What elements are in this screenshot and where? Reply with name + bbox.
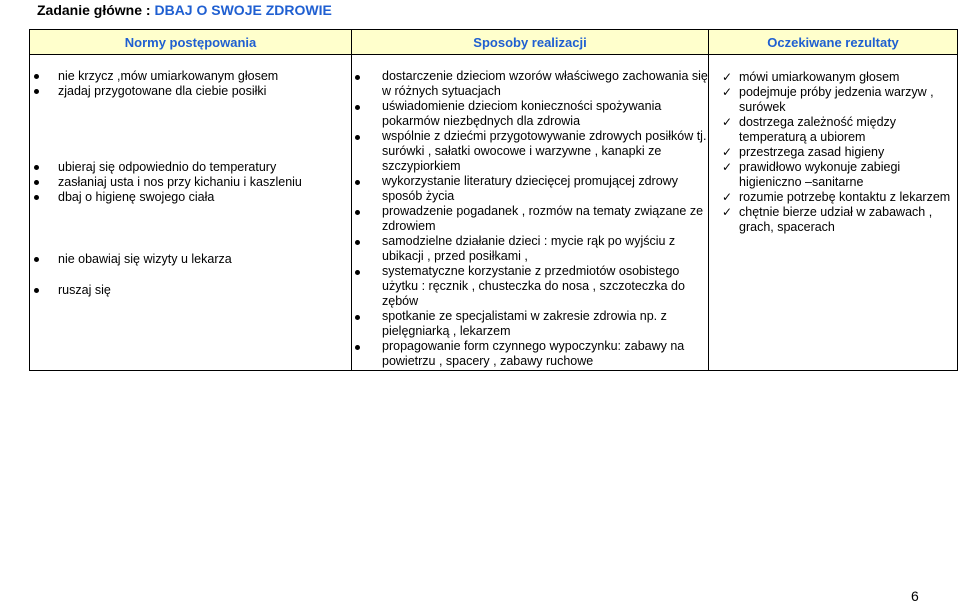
body-row xyxy=(30,55,958,371)
list-item: zjadaj przygotowane dla ciebie posiłki xyxy=(30,84,351,99)
list-item xyxy=(709,85,957,115)
list-item: spotkanie ze specjalistami w zakresie zdrowia np. z pielęgniarką , lekarzem xyxy=(352,309,708,339)
result-text: przestrzega zasad higieny xyxy=(739,145,885,159)
check-icon: ✓ xyxy=(722,160,733,174)
list-item: wykorzystanie literatury dziecięcej promującej zdrowy sposób życia xyxy=(352,174,708,204)
list-item xyxy=(709,160,957,190)
list-item: ruszaj się xyxy=(30,283,351,298)
result-text: podejmuje próby jedzenia warzyw , surówek xyxy=(739,85,934,114)
list-item: dostarczenie dzieciom wzorów właściwego zachowania się w różnych sytuacjach xyxy=(352,69,708,99)
check-icon: ✓ xyxy=(722,85,733,99)
plan-table xyxy=(29,29,958,371)
header-methods: Sposoby realizacji xyxy=(352,30,709,55)
check-icon: ✓ xyxy=(722,145,733,159)
results-list xyxy=(709,55,957,235)
result-text: chętnie bierze udział w zabawach , grach, spacerach xyxy=(739,205,933,234)
check-icon: ✓ xyxy=(722,205,733,219)
header-results: Oczekiwane rezultaty xyxy=(709,30,958,55)
header-row xyxy=(30,30,958,55)
list-item xyxy=(709,70,957,85)
check-icon: ✓ xyxy=(722,190,733,204)
check-icon: ✓ xyxy=(722,70,733,84)
page-number: 6 xyxy=(911,588,919,604)
task-title-highlight: DBAJ O SWOJE ZDROWIE xyxy=(154,2,332,18)
list-item: nie krzycz ,mów umiarkowanym głosem xyxy=(30,69,351,84)
list-item: samodzielne działanie dzieci : mycie rąk po wyjściu z ubikacji , przed posiłkami , xyxy=(352,234,708,264)
task-title xyxy=(37,2,332,18)
results-cell xyxy=(709,55,958,371)
list-item: systematyczne korzystanie z przedmiotów osobistego użytku : ręcznik , chusteczka do nosa , szczoteczka do zębów xyxy=(352,264,708,309)
list-item: wspólnie z dziećmi przygotowywanie zdrowych posiłków tj. surówki , sałatki owocowe i warzywne , kanapki ze szczypiorkiem xyxy=(352,129,708,174)
list-item xyxy=(709,145,957,160)
list-item: dbaj o higienę swojego ciała xyxy=(30,190,351,205)
result-text: rozumie potrzebę kontaktu z lekarzem xyxy=(739,190,951,204)
task-title-prefix: Zadanie główne : xyxy=(37,2,155,18)
list-item: uświadomienie dzieciom konieczności spożywania pokarmów niezbędnych dla zdrowia xyxy=(352,99,708,129)
norms-list xyxy=(30,55,351,298)
list-item: nie obawiaj się wizyty u lekarza xyxy=(30,252,351,267)
header-norms: Normy postępowania xyxy=(30,30,352,55)
check-icon: ✓ xyxy=(722,115,733,129)
list-item: ubieraj się odpowiednio do temperatury xyxy=(30,160,351,175)
list-item: prowadzenie pogadanek , rozmów na tematy związane ze zdrowiem xyxy=(352,204,708,234)
list-item xyxy=(709,190,957,205)
methods-list xyxy=(352,55,708,369)
result-text: mówi umiarkowanym głosem xyxy=(739,70,900,84)
list-item: propagowanie form czynnego wypoczynku: zabawy na powietrzu , spacery , zabawy ruchowe xyxy=(352,339,708,369)
result-text: prawidłowo wykonuje zabiegi higieniczno –sanitarne xyxy=(739,160,901,189)
norms-cell xyxy=(30,55,352,371)
list-item xyxy=(709,205,957,235)
list-item xyxy=(709,115,957,145)
list-item: zasłaniaj usta i nos przy kichaniu i kaszleniu xyxy=(30,175,351,190)
result-text: dostrzega zależność między temperaturą a ubiorem xyxy=(739,115,897,144)
methods-cell xyxy=(352,55,709,371)
